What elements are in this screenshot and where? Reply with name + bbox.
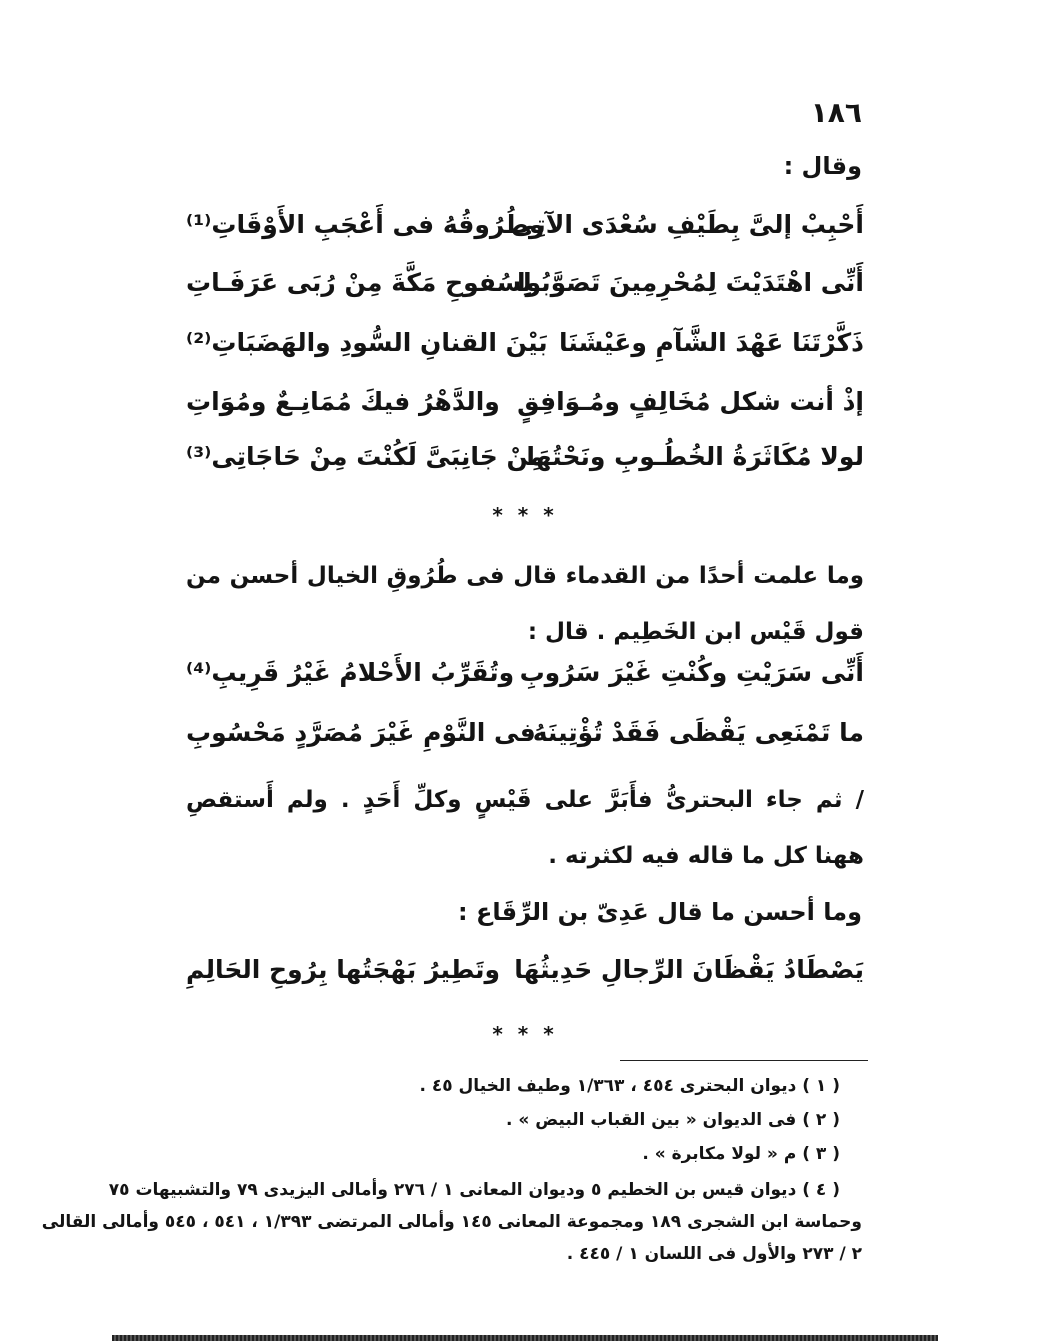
verse-second-hemistich: وتَطِيرُ بَهْجَتُها بِرُوحِ الحَالِمِ	[186, 955, 501, 984]
section1-intro: وقال :	[783, 152, 862, 180]
verse-second-hemistich: مِنْ جَانِبَىَّ لَكُنْتَ مِنْ حَاجَاتِى⁽³⁾	[186, 442, 545, 471]
verse-first-hemistich: إذْ أنت شكل مُخَالِفٍ ومُـوَافِقٍ	[517, 387, 864, 416]
verse-second-hemistich: بَيْنَ القنانِ السُّودِ والهَضَبَاتِ⁽²⁾	[186, 328, 548, 357]
verse	[186, 210, 864, 254]
footnote: ( ٣ ) م « لولا مكابرة » .	[642, 1144, 840, 1164]
footnote-continuation: وحماسة ابن الشجرى ١٨٩ ومجموعة المعانى ١٤٥ وأمالى المرتضى ١/٣٩٣ ، ٥٤١ ، ٥٤٥ وأمالى القالى	[41, 1212, 862, 1232]
verse-second-hemistich: لِسُفوحِ مَكَّةَ مِنْ رُبَى عَرَفَـاتِ	[186, 268, 532, 297]
footnote: ( ٢ ) فى الديوان « بين القباب البيض » .	[505, 1110, 840, 1130]
verse-first-hemistich: أَنِّى سَرَيْتِ وكُنْتِ غَيْرَ سَرُوبِ	[519, 658, 864, 687]
verse	[186, 268, 864, 312]
verse-first-hemistich: ما تَمْنَعِى يَقْظَى فَقَدْ تُؤْتِينَهُ	[532, 718, 864, 747]
verse-second-hemistich: وطُرُوقُهُ فى أَعْجَبِ الأَوْقَاتِ⁽¹⁾	[186, 210, 545, 239]
scan-edge	[112, 1335, 938, 1341]
footnote: ( ١ ) ديوان البحترى ٤٥٤ ، ١/٣٦٣ وطيف الخيال ٤٥ .	[419, 1076, 840, 1096]
verse-first-hemistich: ذَكَّرْتَنَا عَهْدَ الشَّآمِ وعَيْشَنَا	[559, 328, 864, 357]
verse	[186, 955, 864, 999]
footnote-divider	[620, 1060, 868, 1061]
verse	[186, 718, 864, 762]
verse-first-hemistich: لولا مُكَاثَرَةُ الخُطُـوبِ ونَحْتُهَا	[526, 442, 864, 471]
verse	[186, 387, 864, 431]
verse-first-hemistich: يَصْطَادُ يَقْظَانَ الرِّجالِ حَدِيثُهَا	[514, 955, 864, 984]
verse-second-hemistich: وتُقَرِّبُ الأَحْلامُ غَيْرُ قَرِيبِ⁽⁴⁾	[186, 658, 515, 687]
section-separator: * * *	[492, 1022, 558, 1046]
paragraph-intro-qays: وما علمت أحدًا من القدماء قال فى طُرُوقِ الخيال أحسن من قول قَيْس ابن الخَطِيم . قال :	[186, 563, 864, 645]
verse	[186, 442, 864, 486]
verse-first-hemistich: أَنِّى اهْتَدَيْتَ لِمُحْرِمِينَ تَصَوَّبُوا	[517, 268, 864, 297]
section-separator: * * *	[492, 503, 558, 527]
section3-intro: وما أحسن ما قال عَدِىّ بن الرِّقَاع :	[458, 898, 862, 926]
verse-second-hemistich: والدَّهْرُ فيكَ مُمَانِـعٌ ومُوَاتِ	[186, 387, 500, 416]
footnote: ( ٤ ) ديوان قيس بن الخطيم ٥ وديوان المعانى ١ / ٢٧٦ وأمالى اليزيدى ٧٩ والتشبيهات ٧٥	[108, 1180, 840, 1200]
page-number: ١٨٦	[810, 96, 862, 129]
paragraph-buhturi: / ثم جاء البحترىُّ فأَبَرَّ على قَيْسٍ وكلِّ أَحَدٍ . ولم أَستقصِ ههنا كل ما قاله فيه لكثرته .	[186, 787, 864, 869]
verse-second-hemistich: فى النَّوْمِ غَيْرَ مُصَرَّدٍ مَحْسُوبِ	[186, 718, 536, 747]
footnote-continuation: ٢ / ٢٧٣ والأول فى اللسان ١ / ٤٤٥ .	[566, 1244, 862, 1264]
verse	[186, 328, 864, 372]
verse-first-hemistich: أَحْبِبْ إلىَّ بِطَيْفِ سُعْدَى الآتِى	[511, 210, 864, 239]
verse	[186, 658, 864, 702]
